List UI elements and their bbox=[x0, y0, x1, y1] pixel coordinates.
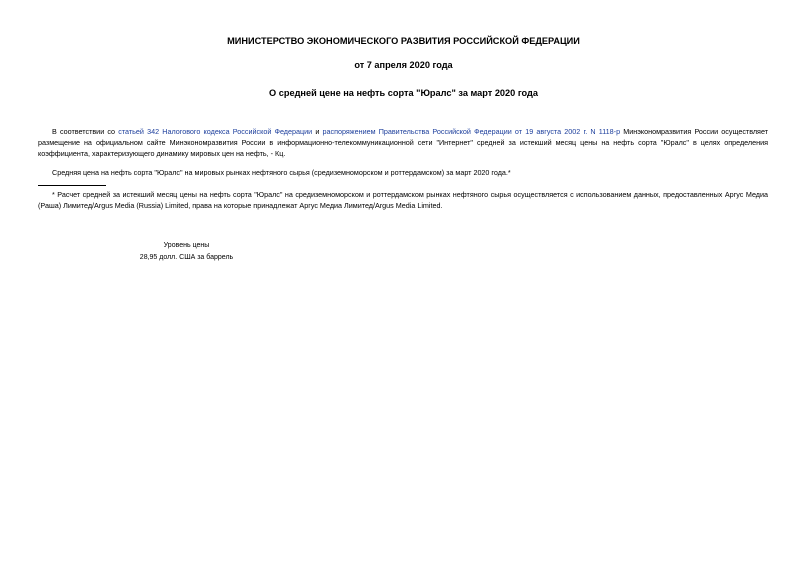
footnote bbox=[38, 189, 768, 211]
document-date: от 7 апреля 2020 года bbox=[354, 60, 453, 70]
price-level-value: 28,95 долл. США за баррель bbox=[139, 254, 234, 261]
intro-text-c: Минэкономразвития России осуществляет размещение на официальном сайте Минэкономразвития России в информационно-телекоммуникационной сети "Интернет" средней за истекший месяц цены на нефть сорта "Юралс" в целях определения коэффициента, характеризующего динамику мировых цен на нефть, - Кц. bbox=[38, 127, 768, 158]
price-level-label: Уровень цены bbox=[163, 242, 210, 249]
price-paragraph-text: Средняя цена на нефть сорта "Юралс" на мировых рынках нефтяного сырья (средиземноморском и роттердамском) за март 2020 года.* bbox=[52, 168, 511, 177]
government-order-link[interactable]: распоряжением Правительства Российской Федерации от 19 августа 2002 г. N 1118-р bbox=[322, 127, 621, 136]
price-paragraph bbox=[38, 167, 768, 178]
footnote-text: * Расчет средней за истекший месяц цены на нефть сорта "Юралс" на средиземноморском и роттердамском рынках нефтяного сырья осуществляется с использованием данных, предоставленных Аргус Медиа (Раша) Лимитед/Argus Media (Russia) Limited, права на которые принадлежат Аргус Медиа Лимитед/Argus Media Limited. bbox=[38, 190, 768, 210]
intro-paragraph bbox=[38, 126, 768, 159]
ministry-heading: МИНИСТЕРСТВО ЭКОНОМИЧЕСКОГО РАЗВИТИЯ РОССИЙСКОЙ ФЕДЕРАЦИИ bbox=[227, 36, 580, 46]
intro-text-b: и bbox=[312, 127, 323, 136]
footnote-divider bbox=[38, 185, 106, 186]
tax-code-link[interactable]: статьей 342 Налогового кодекса Российской Федерации bbox=[118, 127, 313, 136]
document-title: О средней цене на нефть сорта "Юралс" за март 2020 года bbox=[269, 88, 538, 98]
intro-text-a: В соответствии со bbox=[52, 127, 119, 136]
